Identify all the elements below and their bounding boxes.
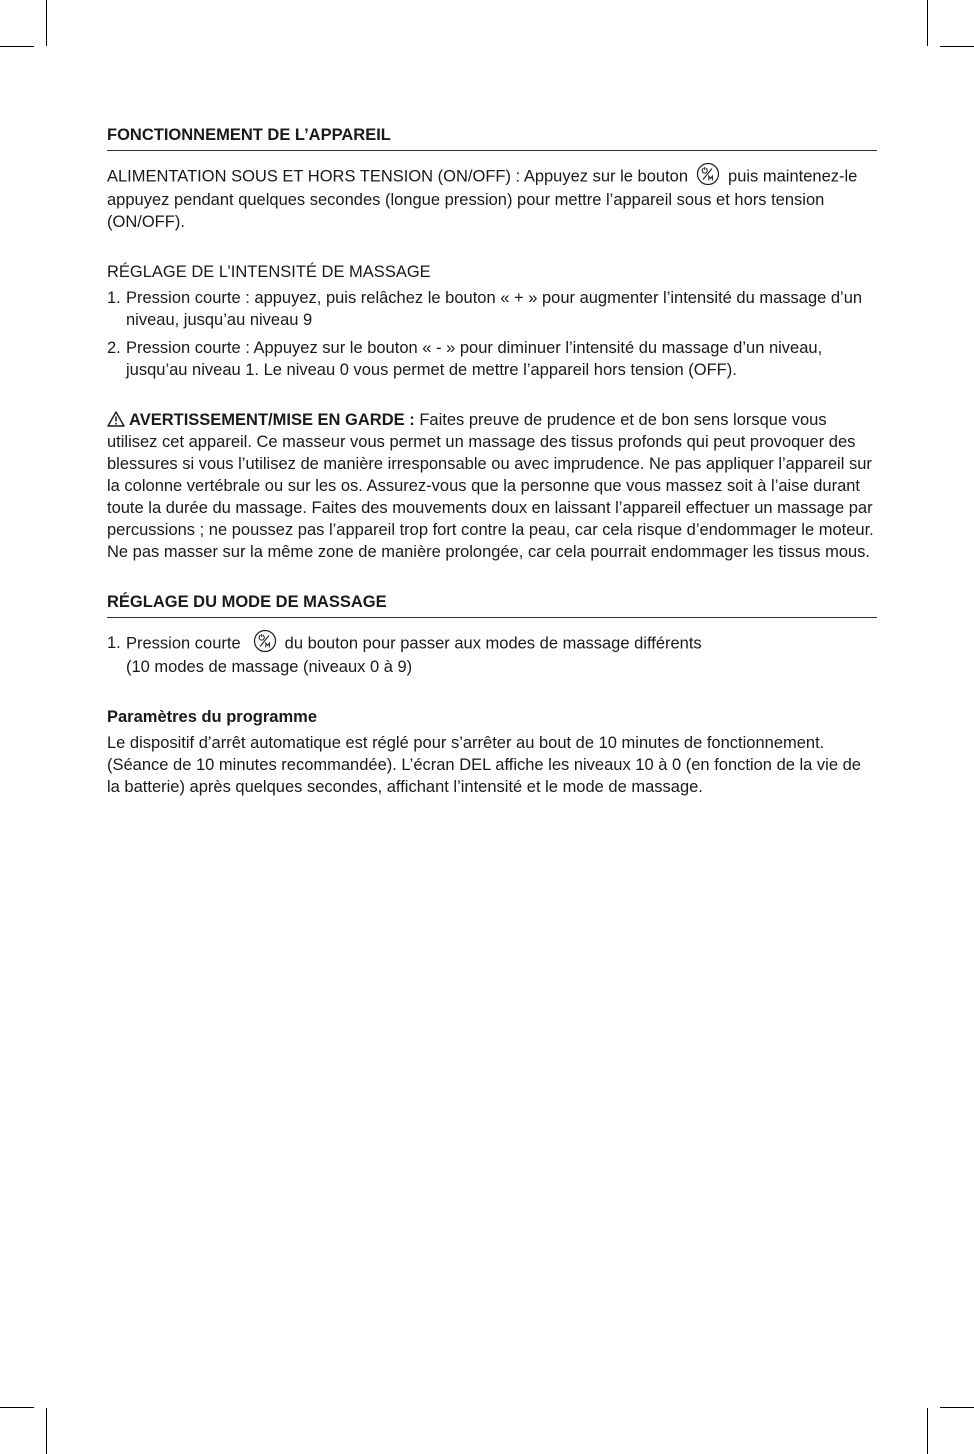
mode-text-start: Pression courte	[126, 634, 241, 653]
list-item	[107, 287, 877, 331]
warning-text: Faites preuve de prudence et de bon sens lorsque vous utilisez cet appareil. Ce masseur vous permet un massage des tissus profonds qui peut provoquer des blessures si vous l’utilisez de manière irresponsable ou avec imprudence. Ne pas appliquer l’appareil sur la colonne vertébrale ou sur les os. Assurez-vous que la personne que vous massez soit à l’aise durant toute la durée du massage. Faites des mouvements doux en laissant l’appareil effectuer un massage par percussions ; ne poussez pas l’appareil trop fort contre la peau, car cela risque d’endommager le moteur. Ne pas masser sur la même zone de manière prolongée, car cela pourrait endommager les tissus mous.	[107, 411, 874, 561]
power-text-start: ALIMENTATION SOUS ET HORS TENSION (ON/OFF) : Appuyez sur le bouton	[107, 167, 689, 186]
crop-mark	[927, 1408, 928, 1454]
list-item	[107, 337, 877, 381]
crop-mark	[46, 1408, 47, 1454]
list-number: 1.	[107, 634, 121, 652]
crop-mark	[927, 0, 928, 46]
mode-list	[107, 632, 877, 678]
power-text-end: puis maintenez-le appuyez pendant quelques secondes (longue pression) pour mettre l’appareil sous et hors tension (ON/OFF).	[107, 167, 858, 231]
list-number: 1.	[107, 289, 121, 307]
crop-mark	[0, 46, 34, 47]
crop-mark	[940, 46, 974, 47]
program-settings-text: Le dispositif d’arrêt automatique est réglé pour s’arrêter au bout de 10 minutes de fonctionnement. (Séance de 10 minutes recommandée). L’écran DEL affiche les niveaux 10 à 0 (en fonction de la vie de la batterie) après quelques secondes, affichant l’intensité et le mode de massage.	[107, 734, 861, 796]
power-paragraph	[107, 165, 877, 233]
document-body	[107, 124, 877, 798]
intensity-list	[107, 287, 877, 381]
list-item	[107, 632, 877, 678]
crop-mark	[0, 1407, 34, 1408]
mode-text-end: du bouton pour passer aux modes de massage différents	[284, 634, 702, 653]
power-mode-button-icon	[696, 162, 720, 186]
crop-mark	[46, 0, 47, 46]
program-settings-heading: Paramètres du programme	[107, 708, 317, 726]
list-number: 2.	[107, 339, 121, 357]
warning-paragraph	[107, 409, 877, 563]
crop-mark	[940, 1407, 974, 1408]
power-mode-button-icon	[253, 629, 277, 653]
list-text: Pression courte : Appuyez sur le bouton « - » pour diminuer l’intensité du massage d’un niveau, jusqu’au niveau 1. Le niveau 0 vous permet de mettre l’appareil hors tension (OFF).	[126, 339, 823, 379]
intensity-title: RÉGLAGE DE L’INTENSITÉ DE MASSAGE	[107, 263, 431, 281]
mode-text-line2: (10 modes de massage (niveaux 0 à 9)	[126, 658, 413, 676]
section-heading-operation: FONCTIONNEMENT DE L’APPAREIL	[107, 124, 877, 151]
warning-triangle-icon	[107, 411, 125, 427]
warning-label: AVERTISSEMENT/MISE EN GARDE :	[129, 411, 415, 429]
section-heading-mode: RÉGLAGE DU MODE DE MASSAGE	[107, 591, 877, 618]
list-text: Pression courte : appuyez, puis relâchez le bouton « + » pour augmenter l’intensité du massage d’un niveau, jusqu’au niveau 9	[126, 289, 863, 329]
